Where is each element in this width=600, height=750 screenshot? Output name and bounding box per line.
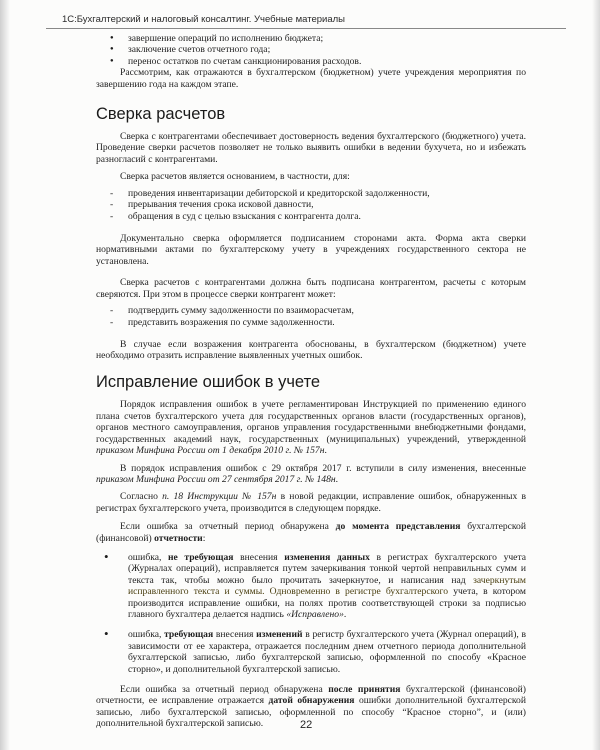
paragraph: Порядок исправления ошибок в учете регламентирован Инструкцией по применению единого плана счетов бухгалтерского учета для государственных органов власти (государственных органов), органов местного самоуправления, органов управления государственными внебюджетными фондами, государственных академий наук, государственных (муниципальных) учреждений, утвержденной приказом Минфина России от 1 декабря 2010 г. № 157н. (96, 399, 526, 457)
header-title: 1С:Бухгалтерский и налоговый консалтинг. Учебные материалы (62, 14, 345, 25)
page-content (96, 33, 526, 730)
paragraph: В случае если возражения контрагента обоснованы, в бухгалтерском (бюджетном) учете необходимо отразить исправление выявленных учетных ошибок. (96, 338, 526, 362)
scan-edge-shadow (0, 0, 10, 750)
paragraph: Сверка расчетов является основанием, в частности, для: (120, 171, 350, 183)
error-case-list (96, 552, 526, 675)
paragraph: Сверка расчетов с контрагентами должна быть подписана контрагентом, расчеты с которым сверяются. При этом в процессе сверки контрагент может: (96, 277, 526, 300)
instruction-reference: п. 18 Инструкции № 157н (162, 491, 277, 503)
paragraph: Сверка с контрагентами обеспечивает достоверность ведения бухгалтерского (бюджетного) учета. Проведение сверки расчетов позволяет не только выявить ошибки в ведении бухучета, но и избежать разногласий с контрагентами. (96, 131, 526, 165)
dash-list (96, 305, 526, 329)
intro-paragraph: Рассмотрим, как отражаются в бухгалтерском (бюджетном) учете учреждения мероприятия по завершению года на каждом этапе. (96, 67, 526, 90)
list-item: - проведения инвентаризации дебиторской и кредиторской задолженности, (96, 188, 526, 200)
running-header (46, 8, 566, 29)
section-heading-reconciliation: Сверка расчетов (96, 105, 226, 124)
list-item: • ошибка, требующая внесения изменений в регистр бухгалтерского учета (Журнал операций), в зависимости от ее характера, отражается последним днем отчетного периода дополнительной бухгалтерской записью, либо бухгалтерской записью, оформленной по способу «Красное сторно», и дополнительной бухгалтерской записью. (96, 629, 526, 675)
list-item: - обращения в суд с целью взыскания с контрагента долга. (96, 211, 526, 223)
order-reference: приказом Минфина России от 1 декабря 2010 г. № 157н (96, 445, 325, 457)
order-reference: приказом Минфина России от 27 сентября 2017 г. № 148н (96, 473, 336, 485)
dash-list (96, 188, 526, 223)
scan-edge-shadow-right (592, 0, 600, 750)
list-item: ● завершение операций по исполнению бюджета; (96, 33, 526, 44)
list-item: ● перенос остатков по счетам санкционирования расходов. (96, 56, 526, 67)
section-heading-error-correction: Исправление ошибок в учете (96, 373, 321, 392)
list-item: - представить возражения по сумме задолженности. (96, 317, 526, 329)
list-item: • ошибка, не требующая внесения изменения данных в регистрах бухгалтерского учета (Журналах операций), исправляется путем зачеркивания тонкой чертой неправильных сумм и текста так, чтобы можно было прочитать зачеркнутое, и написания над зачеркнутым исправленного текста и суммы. Одновременно в регистре бухгалтерского учета, в котором производится исправление ошибки, на полях против соответствующей строки за подписью главного бухгалтера делается надпись «Исправлено». (96, 552, 526, 620)
paragraph: Документально сверка оформляется подписанием сторонами акта. Форма акта сверки нормативными актами по бухгалтерскому учету в учреждениях государственного сектора не установлена. (96, 233, 526, 267)
paragraph: В порядок исправления ошибок с 29 октября 2017 г. вступили в силу изменения, внесенные приказом Минфина России от 27 сентября 2017 г. № 148н. (96, 462, 526, 485)
paragraph: Согласно п. 18 Инструкции № 157н в новой редакции, исправление ошибок, обнаруженных в регистрах бухгалтерского учета, производится в следующем порядке. (96, 491, 526, 514)
intro-bullet-list (96, 33, 526, 67)
list-item: ● заключение счетов отчетного года; (96, 44, 526, 55)
highlighted-text: зачеркнутым исправленного текста и суммы. Одновременно в регистре бухгалтерского (128, 574, 526, 598)
paragraph: Если ошибка за отчетный период обнаружена до момента представления бухгалтерской (финансовой) отчетности: (96, 521, 526, 544)
list-item: - подтвердить сумму задолженности по взаиморасчетам, (96, 305, 526, 317)
list-item: - прерывания течения срока исковой давности, (96, 199, 526, 211)
page-number: 22 (300, 719, 313, 731)
paragraph: Если ошибка за отчетный период обнаружена после принятия бухгалтерской (финансовой) отчетности, ее исправление отражается датой обнаружения ошибки дополнительной бухгалтерской записью, либо бухгалтерской записью, оформленной по способу “Красное сторно”, и (или) дополнительной бухгалтерской записью. (96, 684, 526, 730)
